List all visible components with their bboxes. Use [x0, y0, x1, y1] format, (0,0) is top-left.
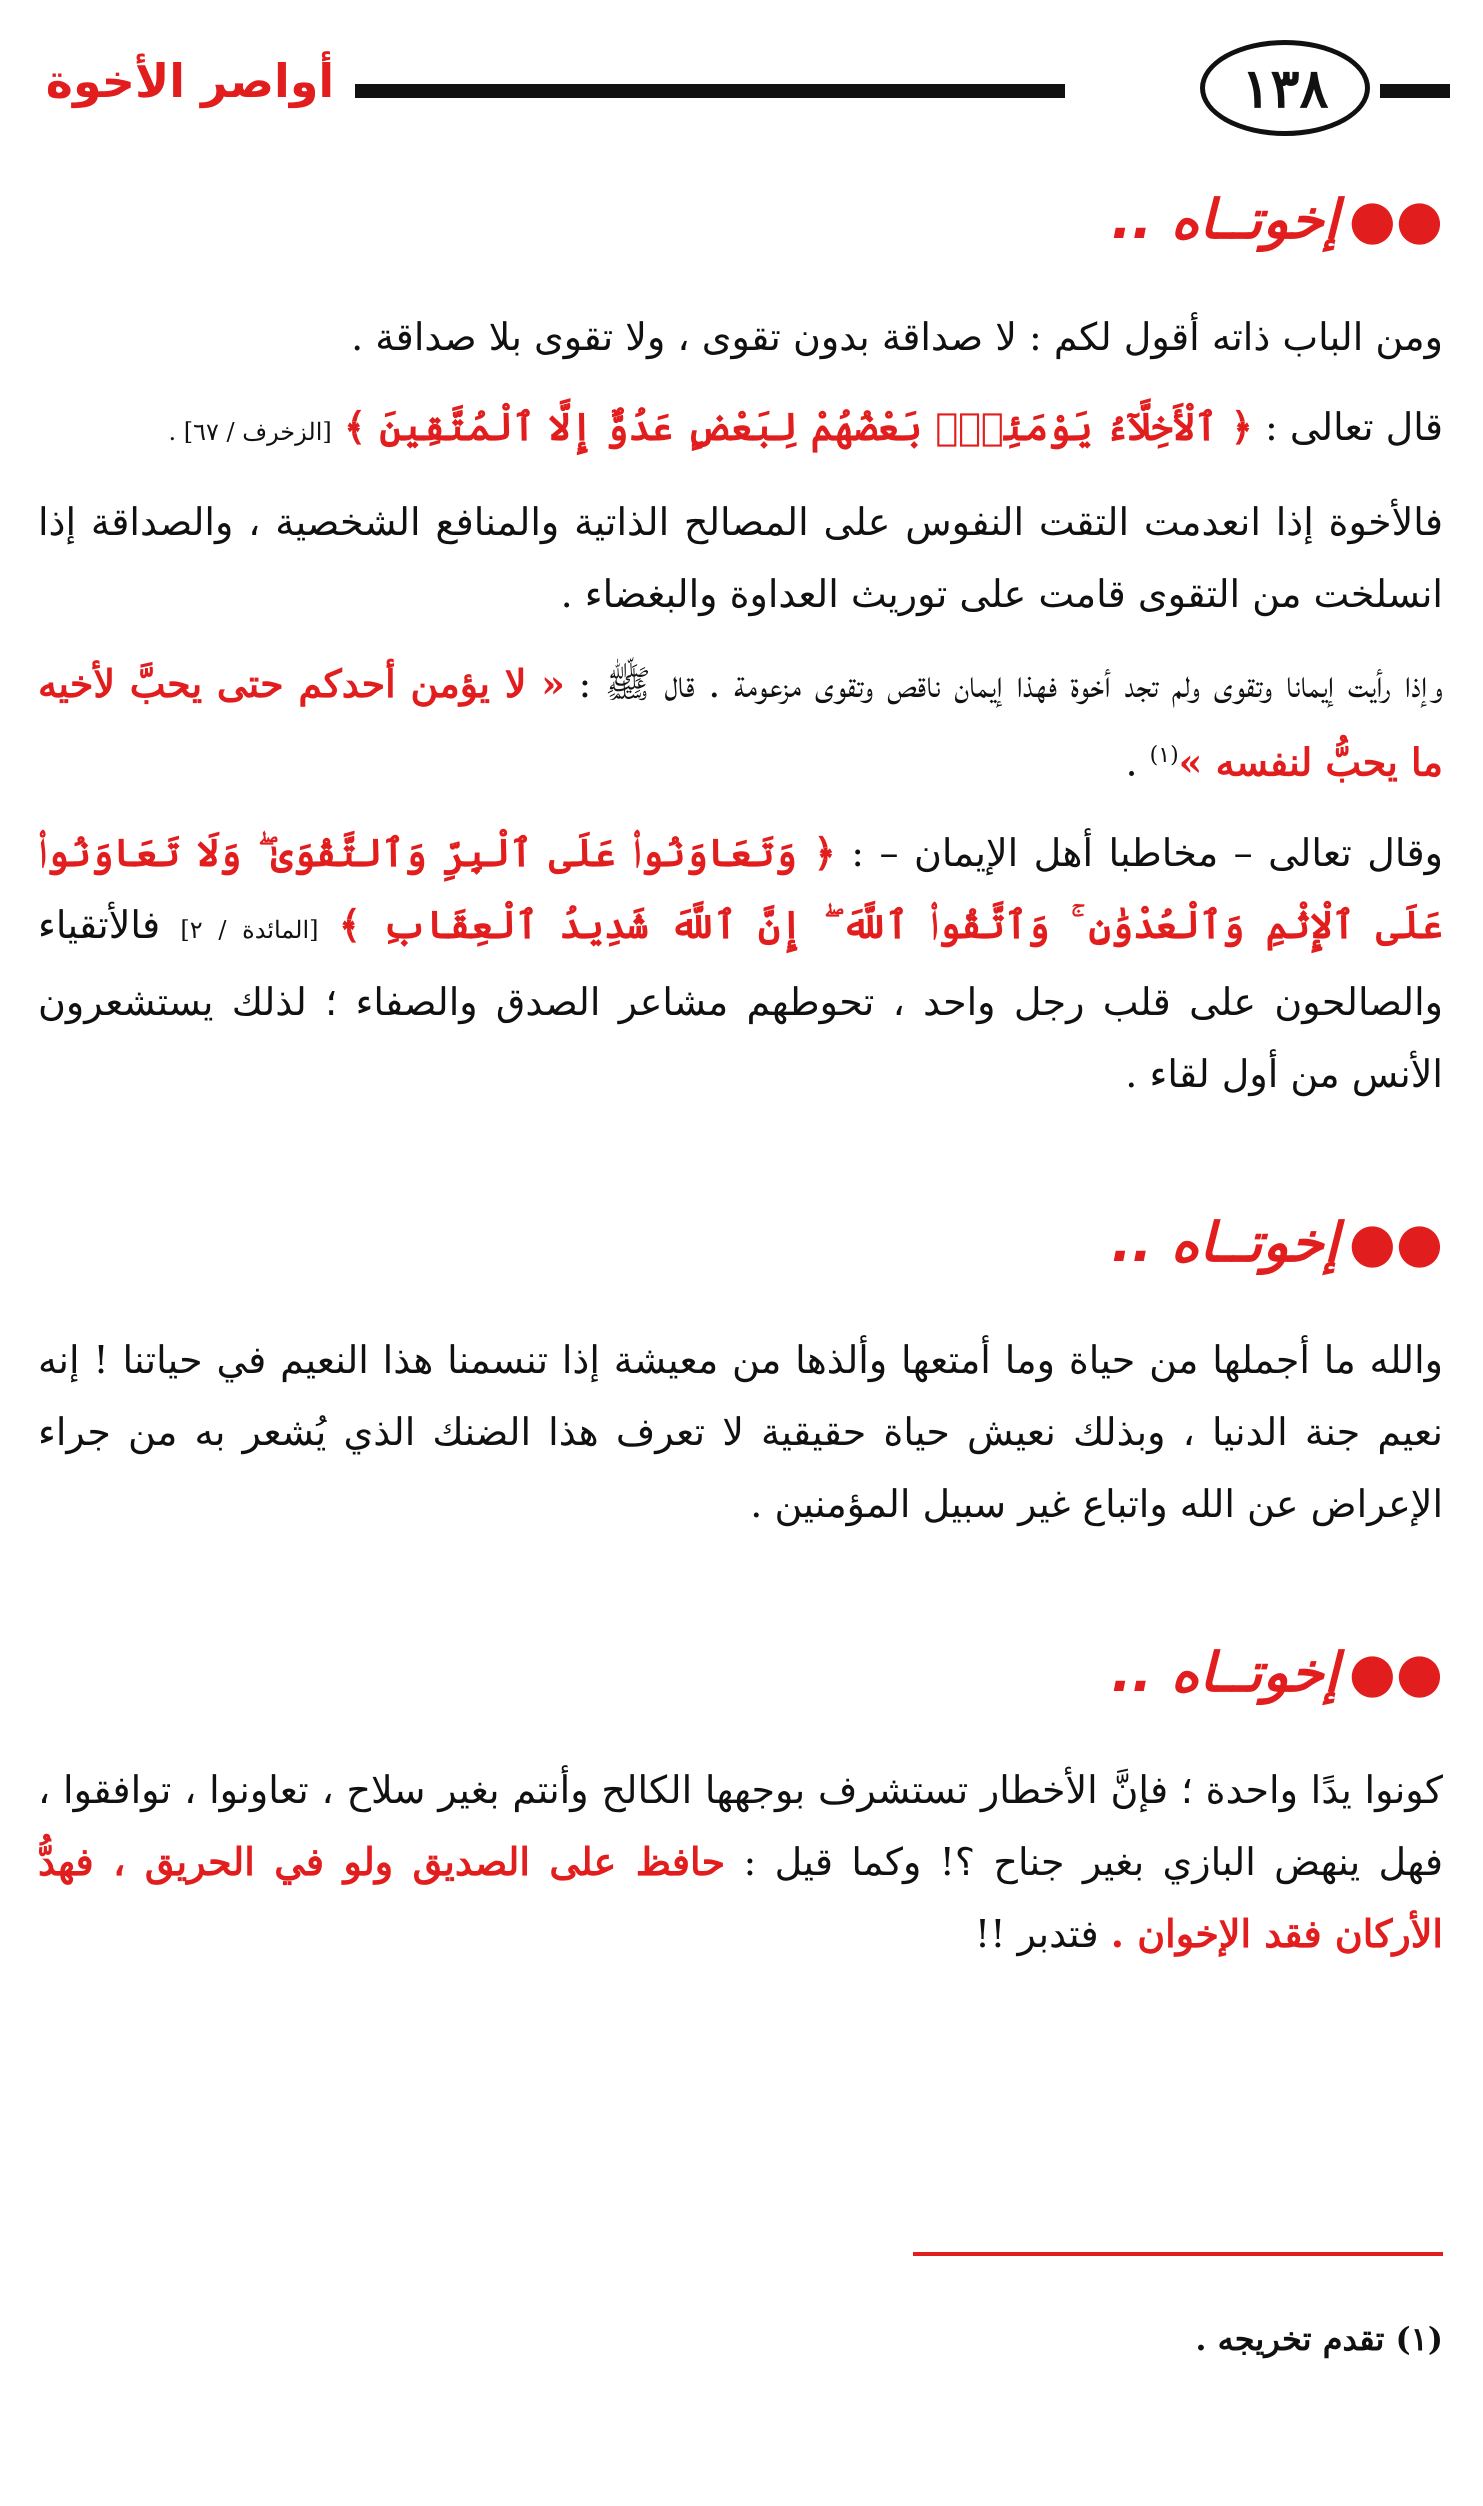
verse-reference: [الزخرف / ٦٧] .	[168, 418, 332, 446]
paragraph-text: فالأتقياء والصالحون على قلب رجل واحد ، تحوطهم مشاعر الصدق والصفاء ؛ لذلك يستشعرون الأنس من أول لقاء .	[38, 902, 1443, 1096]
footnote: (١) تقدم تخريجه .	[1195, 2320, 1443, 2358]
verse-paragraph	[38, 391, 1443, 468]
paragraph: ومن الباب ذاته أقول لكم : لا صداقة بدون تقوى ، ولا تقوى بلا صداقة .	[351, 315, 1443, 359]
footnote-divider	[913, 2252, 1443, 2256]
page-content	[38, 175, 1443, 1988]
footnote-marker: (١)	[1149, 743, 1179, 768]
verse-intro: وقال تعالى – مخاطبا أهل الإيمان – :	[851, 830, 1443, 875]
header-rule-left	[355, 84, 1065, 98]
book-title: أواصر الأخوة	[45, 54, 335, 108]
paragraph-text: فتدبر !!	[974, 1911, 1099, 1956]
bullet-icon: ●●	[1348, 1210, 1443, 1274]
paragraph-text: كونوا يدًا واحدة ؛ فإنَّ الأخطار تستشرف بوجهها الكالح وأنتم بغير سلاح ، تعاونوا ، توافقوا ، فهل ينهض البازي بغير جناح ؟! وكما قيل :	[38, 1767, 1444, 1884]
salutation: ﷺ :	[578, 662, 651, 706]
section-heading: ●●إخوتــاه ..	[1111, 1210, 1443, 1274]
bullet-icon: ●●	[1348, 1640, 1443, 1704]
paragraph: فالأخوة إذا انعدمت التقت النفوس على المصالح الذاتية والمنافع الشخصية ، والصداقة إذا انسلخت من التقوى قامت على توريث العداوة والبغضاء .	[38, 500, 1443, 616]
verse-paragraph	[38, 817, 1443, 1110]
quote-text: حافظ على الصديق ولو في الحريق ، فهدُّ الأركان فقد الإخوان .	[38, 1838, 1443, 1956]
header-rule-right	[1380, 84, 1450, 98]
paragraph: والله ما أجملها من حياة وما أمتعها وألذها من معيشة إذا تنسمنا هذا النعيم في حياتنا ! إنه نعيم جنة الدنيا ، وبذلك نعيش حياة حقيقية لا تعرف هذا الضنك الذي يُشعر به من جراء الإعراض عن الله واتباع غير سبيل المؤمنين .	[38, 1337, 1443, 1526]
verse-intro: قال تعالى :	[1264, 405, 1443, 449]
hadith-paragraph: وإذا رأيت إيمانا وتقوى ولم تجد أخوة فهذا إيمان ناقص وتقوى مزعومة . قال ﷺ : « لا يؤمن أحدكم حتى يحبَّ لأخيه ما يحبُّ لنفسه »$^{(١)}$ .	[38, 661, 1443, 785]
section-heading: ●●إخوتــاه ..	[1111, 188, 1443, 251]
page-number: ١٣٨	[1200, 40, 1370, 136]
paragraph	[38, 1754, 1443, 1970]
section-heading: ●●إخوتــاه ..	[1111, 1640, 1443, 1704]
page-header	[40, 36, 1450, 146]
bullet-icon: ●●	[1348, 188, 1443, 251]
paragraph-text: وإذا رأيت إيمانا وتقوى ولم تجد أخوة فهذا إيمان ناقص وتقوى مزعومة . قال	[664, 662, 1443, 706]
verse-reference: [المائدة / ٢]	[180, 915, 319, 944]
hadith-text: « لا يؤمن أحدكم حتى يحبَّ لأخيه ما يحبُّ لنفسه »	[38, 661, 1443, 785]
quran-verse: ﴿ وَتَعَاوَنُوا۟ عَلَى ٱلْبِرِّ وَٱلتَّقْوَىٰ ۖ وَلَا تَعَاوَنُوا۟ عَلَى ٱلْإِثْمِ وَٱلْعُدْوَٰنِ ۚ وَٱتَّقُوا۟ ٱللَّهَ ۖ إِنَّ ٱللَّهَ شَدِيدُ ٱلْعِقَابِ ﴾	[38, 829, 1443, 947]
quran-verse: ﴿ ٱلْأَخِلَّآءُ يَوْمَئِذٍۭ بَعْضُهُمْ لِبَعْضٍ عَدُوٌّ إِلَّا ٱلْمُتَّقِينَ ﴾	[343, 404, 1253, 449]
